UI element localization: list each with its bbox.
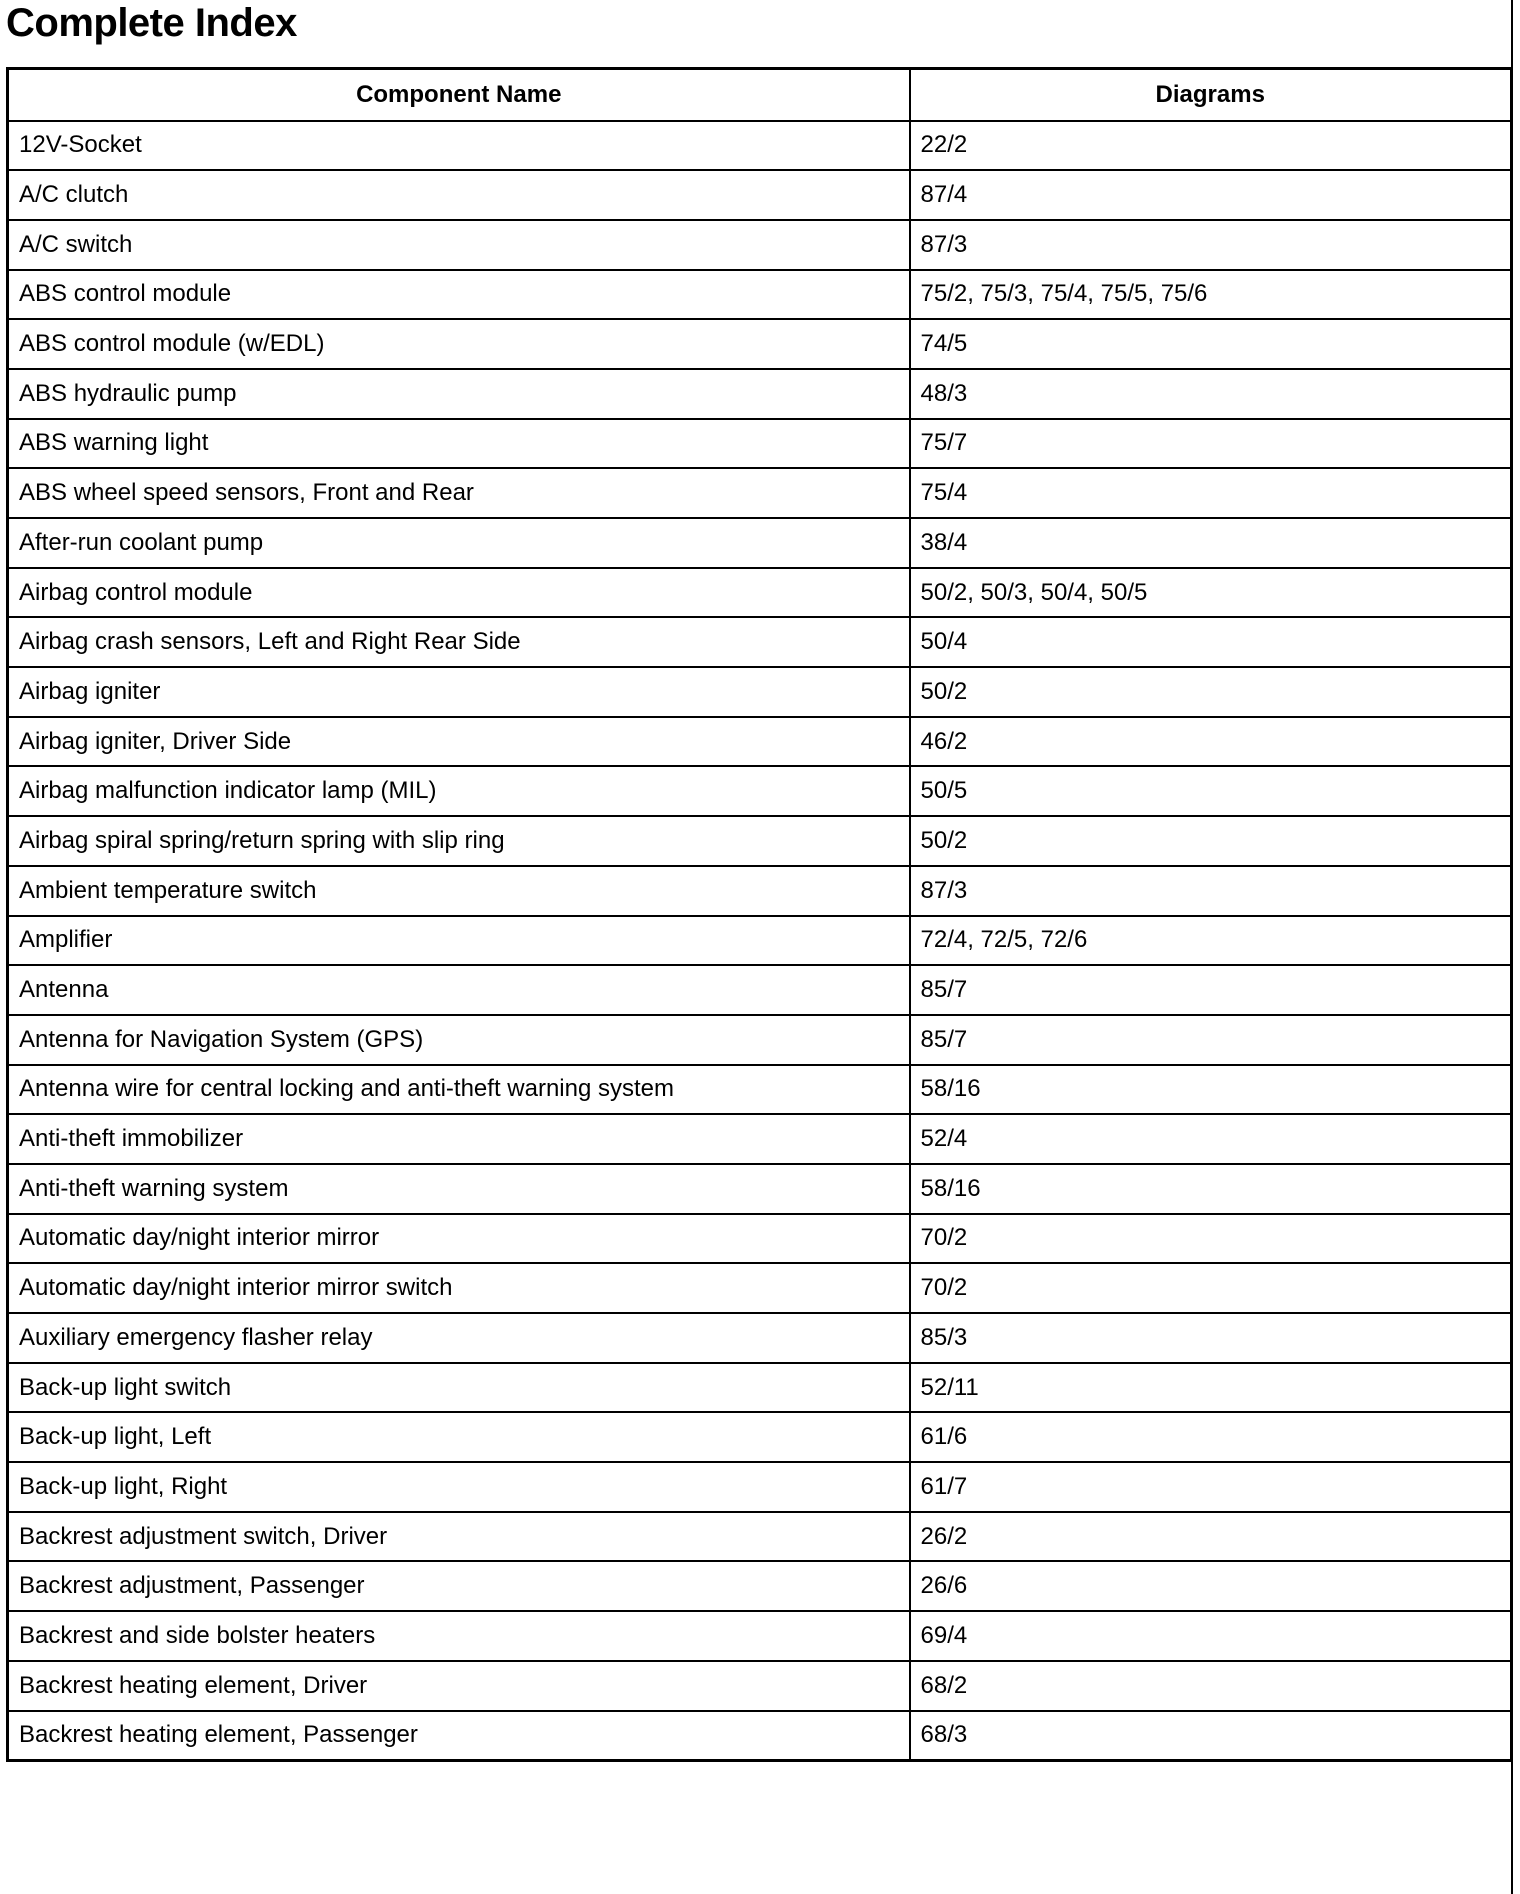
component-name-cell: ABS control module	[8, 270, 910, 320]
diagrams-cell: 87/3	[910, 866, 1512, 916]
component-name-cell: ABS control module (w/EDL)	[8, 319, 910, 369]
component-name-cell: Anti-theft warning system	[8, 1164, 910, 1214]
component-name-cell: Airbag crash sensors, Left and Right Rear Side	[8, 617, 910, 667]
table-row	[8, 419, 1512, 469]
component-name-cell: Auxiliary emergency flasher relay	[8, 1313, 910, 1363]
table-row	[8, 170, 1512, 220]
table-row	[8, 1462, 1512, 1512]
table-row	[8, 1711, 1512, 1761]
diagrams-cell: 85/7	[910, 1015, 1512, 1065]
component-name-cell: Airbag igniter	[8, 667, 910, 717]
component-name-cell: Backrest and side bolster heaters	[8, 1611, 910, 1661]
table-row	[8, 866, 1512, 916]
table-row	[8, 766, 1512, 816]
table-row	[8, 518, 1512, 568]
component-name-cell: Antenna for Navigation System (GPS)	[8, 1015, 910, 1065]
table-row	[8, 1114, 1512, 1164]
component-name-cell: Backrest adjustment, Passenger	[8, 1561, 910, 1611]
table-body	[8, 121, 1512, 1761]
diagrams-cell: 85/7	[910, 965, 1512, 1015]
component-name-cell: Ambient temperature switch	[8, 866, 910, 916]
diagrams-cell: 68/3	[910, 1711, 1512, 1761]
table-row	[8, 319, 1512, 369]
diagrams-cell: 87/3	[910, 220, 1512, 270]
component-name-cell: Back-up light, Left	[8, 1412, 910, 1462]
component-name-cell: 12V-Socket	[8, 121, 910, 171]
diagrams-cell: 72/4, 72/5, 72/6	[910, 916, 1512, 966]
diagrams-cell: 50/5	[910, 766, 1512, 816]
table-row	[8, 1363, 1512, 1413]
diagrams-cell: 26/6	[910, 1561, 1512, 1611]
table-row	[8, 965, 1512, 1015]
table-row	[8, 1263, 1512, 1313]
component-name-cell: Airbag malfunction indicator lamp (MIL)	[8, 766, 910, 816]
component-name-cell: ABS wheel speed sensors, Front and Rear	[8, 468, 910, 518]
component-index-table	[6, 67, 1513, 1762]
component-name-cell: ABS hydraulic pump	[8, 369, 910, 419]
diagrams-cell: 50/2	[910, 667, 1512, 717]
component-name-cell: Amplifier	[8, 916, 910, 966]
diagrams-cell: 75/4	[910, 468, 1512, 518]
diagrams-cell: 48/3	[910, 369, 1512, 419]
table-row	[8, 220, 1512, 270]
diagrams-cell: 52/4	[910, 1114, 1512, 1164]
diagrams-cell: 46/2	[910, 717, 1512, 767]
diagrams-cell: 74/5	[910, 319, 1512, 369]
diagrams-cell: 26/2	[910, 1512, 1512, 1562]
table-row	[8, 568, 1512, 618]
table-row	[8, 667, 1512, 717]
diagrams-cell: 75/2, 75/3, 75/4, 75/5, 75/6	[910, 270, 1512, 320]
diagrams-cell: 61/6	[910, 1412, 1512, 1462]
column-header-component-name: Component Name	[8, 69, 910, 121]
diagrams-cell: 85/3	[910, 1313, 1512, 1363]
diagrams-cell: 70/2	[910, 1214, 1512, 1264]
diagrams-cell: 50/4	[910, 617, 1512, 667]
component-name-cell: Antenna	[8, 965, 910, 1015]
table-row	[8, 1412, 1512, 1462]
diagrams-cell: 68/2	[910, 1661, 1512, 1711]
table-row	[8, 816, 1512, 866]
table-row	[8, 121, 1512, 171]
table-row	[8, 1611, 1512, 1661]
table-row	[8, 1313, 1512, 1363]
component-name-cell: Automatic day/night interior mirror switch	[8, 1263, 910, 1313]
component-name-cell: Backrest heating element, Passenger	[8, 1711, 910, 1761]
table-row	[8, 1661, 1512, 1711]
table-header-row	[8, 69, 1512, 121]
diagrams-cell: 75/7	[910, 419, 1512, 469]
component-name-cell: A/C clutch	[8, 170, 910, 220]
component-name-cell: Back-up light switch	[8, 1363, 910, 1413]
diagrams-cell: 69/4	[910, 1611, 1512, 1661]
table-row	[8, 369, 1512, 419]
table-row	[8, 1561, 1512, 1611]
component-name-cell: Airbag control module	[8, 568, 910, 618]
diagrams-cell: 38/4	[910, 518, 1512, 568]
component-name-cell: ABS warning light	[8, 419, 910, 469]
column-header-diagrams: Diagrams	[910, 69, 1512, 121]
component-name-cell: Airbag igniter, Driver Side	[8, 717, 910, 767]
diagrams-cell: 50/2, 50/3, 50/4, 50/5	[910, 568, 1512, 618]
diagrams-cell: 50/2	[910, 816, 1512, 866]
component-name-cell: Backrest adjustment switch, Driver	[8, 1512, 910, 1562]
table-row	[8, 1164, 1512, 1214]
diagrams-cell: 58/16	[910, 1065, 1512, 1115]
component-name-cell: Antenna wire for central locking and anti-theft warning system	[8, 1065, 910, 1115]
table-row	[8, 468, 1512, 518]
diagrams-cell: 58/16	[910, 1164, 1512, 1214]
component-name-cell: Anti-theft immobilizer	[8, 1114, 910, 1164]
table-row	[8, 1015, 1512, 1065]
diagrams-cell: 52/11	[910, 1363, 1512, 1413]
component-name-cell: Automatic day/night interior mirror	[8, 1214, 910, 1264]
table-row	[8, 617, 1512, 667]
table-row	[8, 1065, 1512, 1115]
diagrams-cell: 22/2	[910, 121, 1512, 171]
diagrams-cell: 70/2	[910, 1263, 1512, 1313]
diagrams-cell: 61/7	[910, 1462, 1512, 1512]
component-name-cell: Backrest heating element, Driver	[8, 1661, 910, 1711]
component-name-cell: After-run coolant pump	[8, 518, 910, 568]
page-title: Complete Index	[6, 1, 297, 45]
table-row	[8, 270, 1512, 320]
component-name-cell: A/C switch	[8, 220, 910, 270]
component-name-cell: Back-up light, Right	[8, 1462, 910, 1512]
table-row	[8, 916, 1512, 966]
table-row	[8, 1512, 1512, 1562]
table-row	[8, 717, 1512, 767]
component-name-cell: Airbag spiral spring/return spring with slip ring	[8, 816, 910, 866]
diagrams-cell: 87/4	[910, 170, 1512, 220]
table-row	[8, 1214, 1512, 1264]
